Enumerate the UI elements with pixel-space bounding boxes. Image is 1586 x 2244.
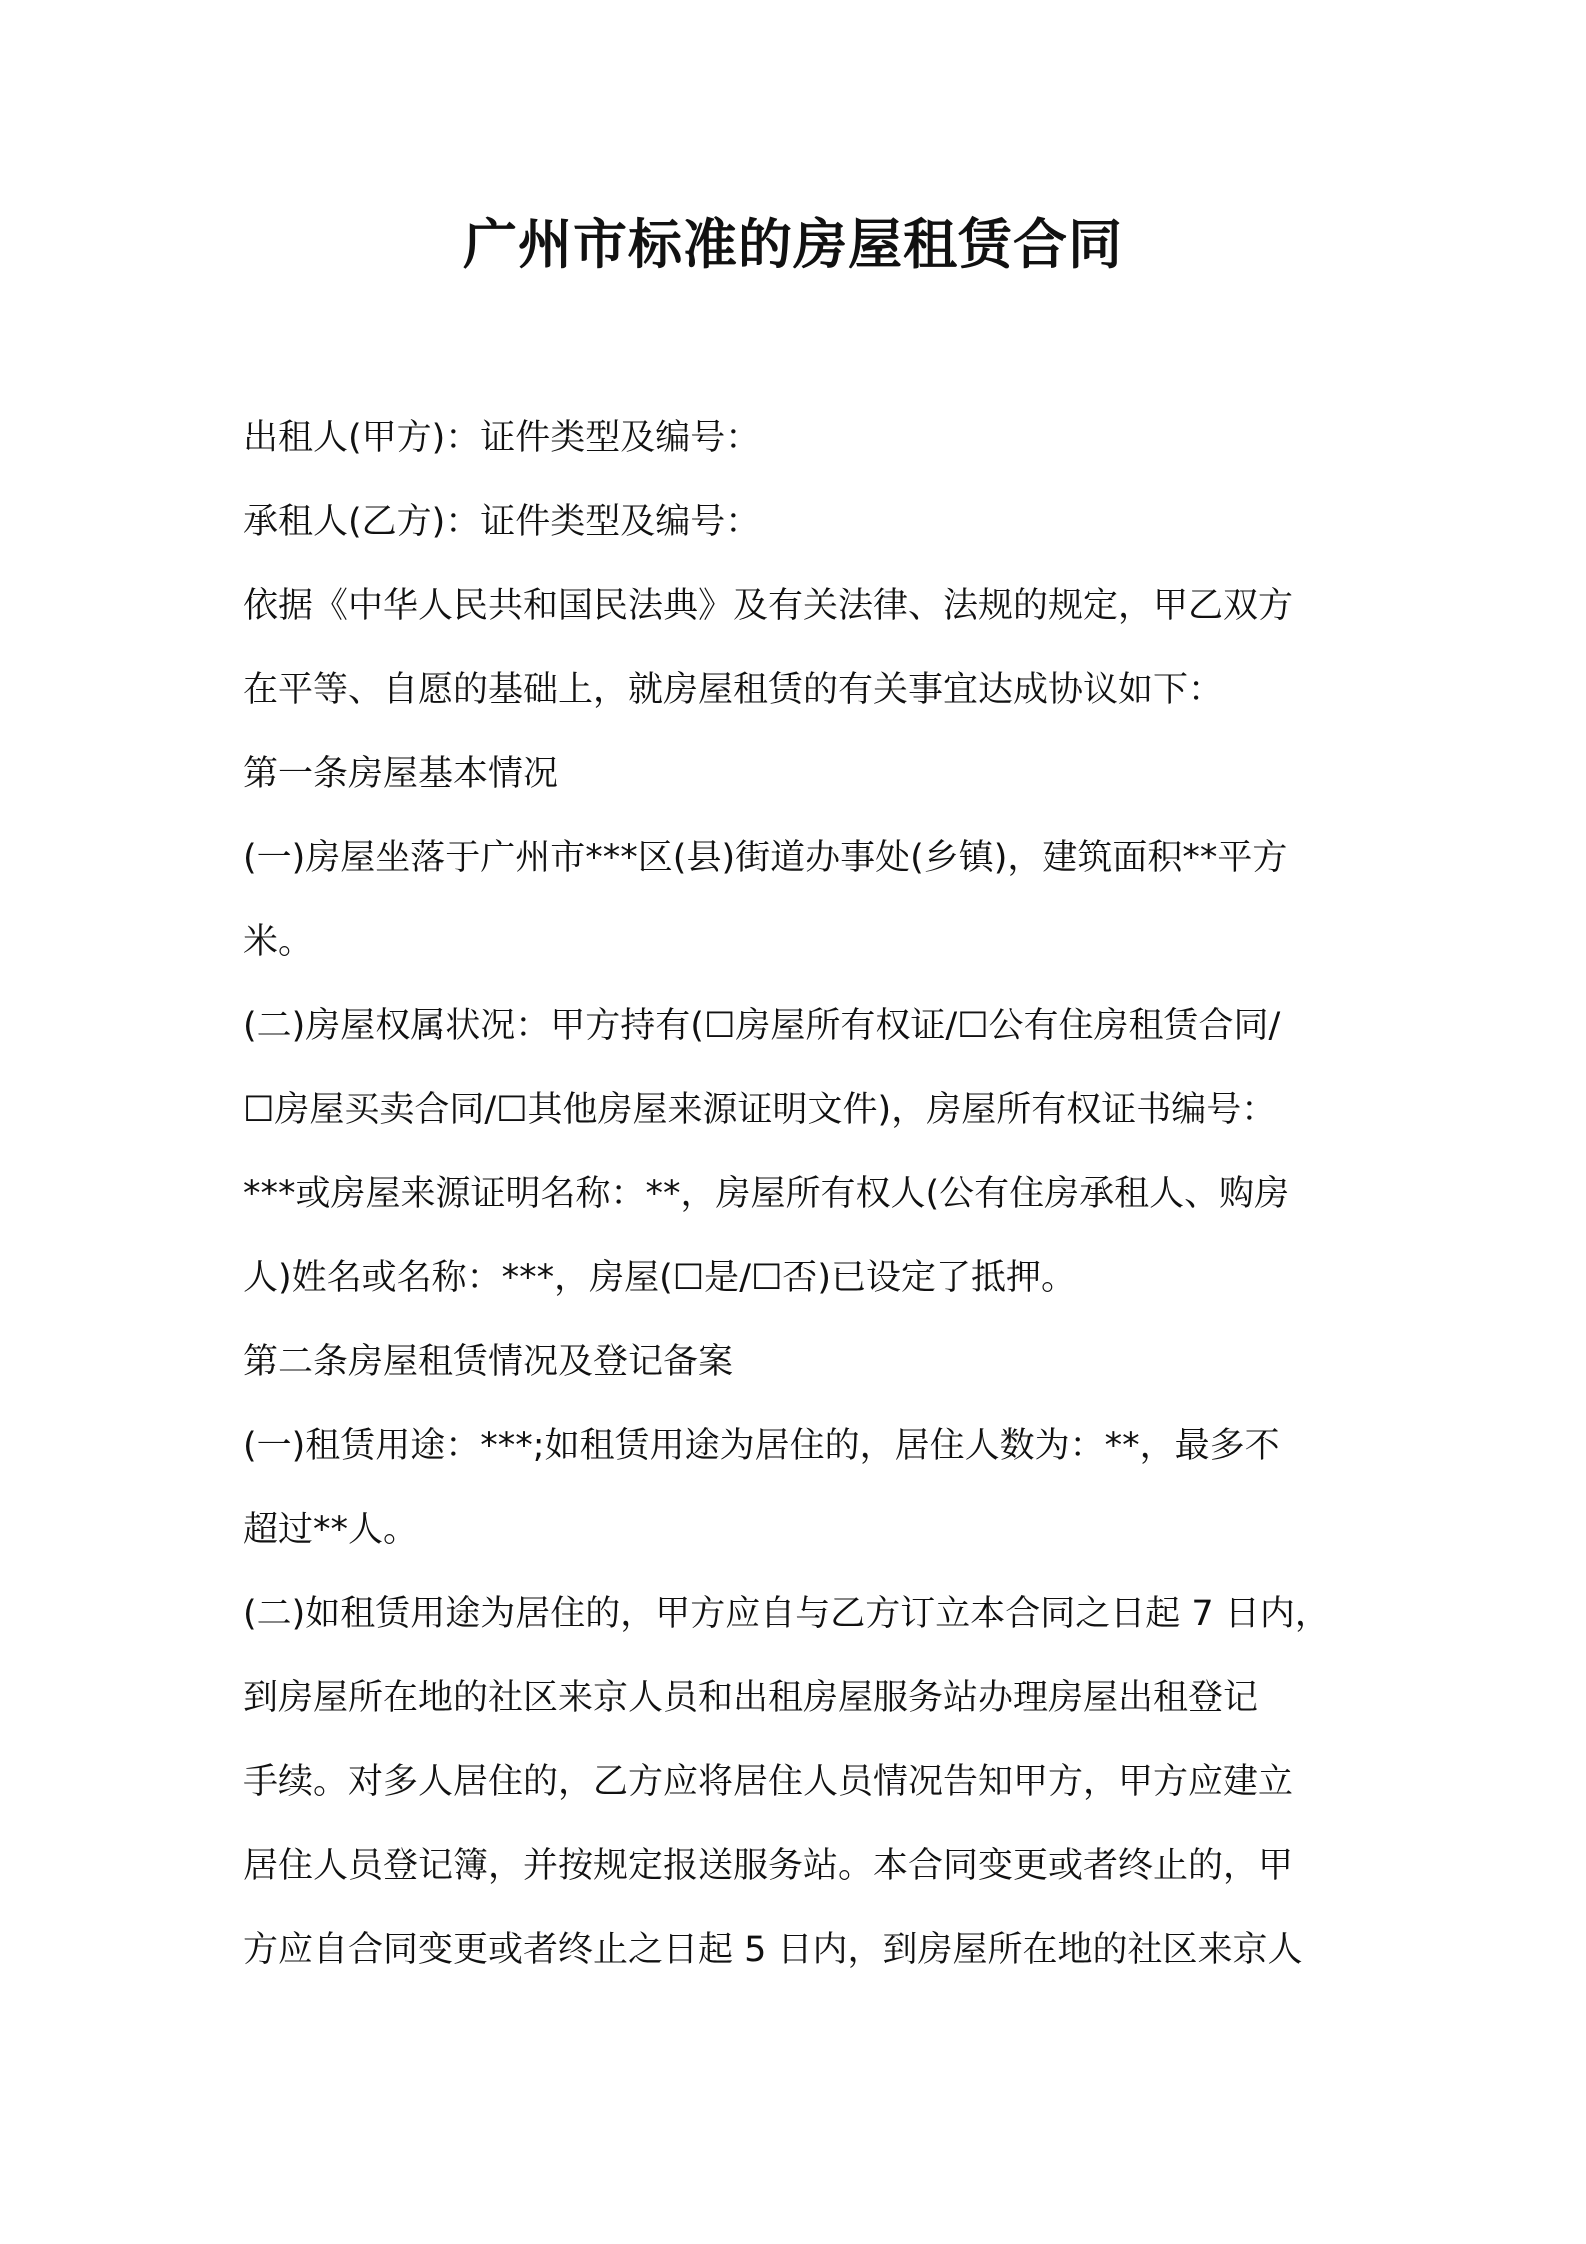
text-line: ***或房屋来源证明名称：**，房屋所有权人(公有住房承租人、购房 <box>243 1174 1290 1214</box>
text-line: 人)姓名或名称：***，房屋(☐是/☐否)已设定了抵押。 <box>243 1258 1077 1298</box>
text-line: 超过**人。 <box>243 1510 419 1550</box>
document-body <box>243 396 1353 1992</box>
text-line: 居住人员登记簿，并按规定报送服务站。本合同变更或者终止的，甲 <box>243 1846 1294 1886</box>
document-title: 广州市标准的房屋租赁合同 <box>463 213 1123 276</box>
text-line: (一)租赁用途：***;如租赁用途为居住的，居住人数为：**，最多不 <box>243 1426 1280 1466</box>
text-line: ☐房屋买卖合同/☐其他房屋来源证明文件)，房屋所有权证书编号： <box>243 1090 1277 1130</box>
text-line: 方应自合同变更或者终止之日起 5 日内，到房屋所在地的社区来京人 <box>243 1930 1303 1970</box>
text-line: 米。 <box>243 922 314 962</box>
section-heading: 第一条房屋基本情况 <box>243 754 559 794</box>
text-line: 承租人(乙方)：证件类型及编号： <box>243 502 761 542</box>
text-line: 手续。对多人居住的，乙方应将居住人员情况告知甲方，甲方应建立 <box>243 1762 1294 1802</box>
text-line: 到房屋所在地的社区来京人员和出租房屋服务站办理房屋出租登记 <box>243 1678 1259 1718</box>
text-line: 出租人(甲方)：证件类型及编号： <box>243 418 761 458</box>
text-line: 在平等、自愿的基础上，就房屋租赁的有关事宜达成协议如下： <box>243 670 1224 710</box>
text-line: 依据《中华人民共和国民法典》及有关法律、法规的规定，甲乙双方 <box>243 586 1294 626</box>
text-line: (二)如租赁用途为居住的，甲方应自与乙方订立本合同之日起 7 日内， <box>243 1594 1330 1634</box>
text-line: (二)房屋权属状况：甲方持有(☐房屋所有权证/☐公有住房租赁合同/ <box>243 1006 1281 1046</box>
text-line: (一)房屋坐落于广州市***区(县)街道办事处(乡镇)，建筑面积**平方 <box>243 838 1288 878</box>
section-heading: 第二条房屋租赁情况及登记备案 <box>243 1342 734 1382</box>
